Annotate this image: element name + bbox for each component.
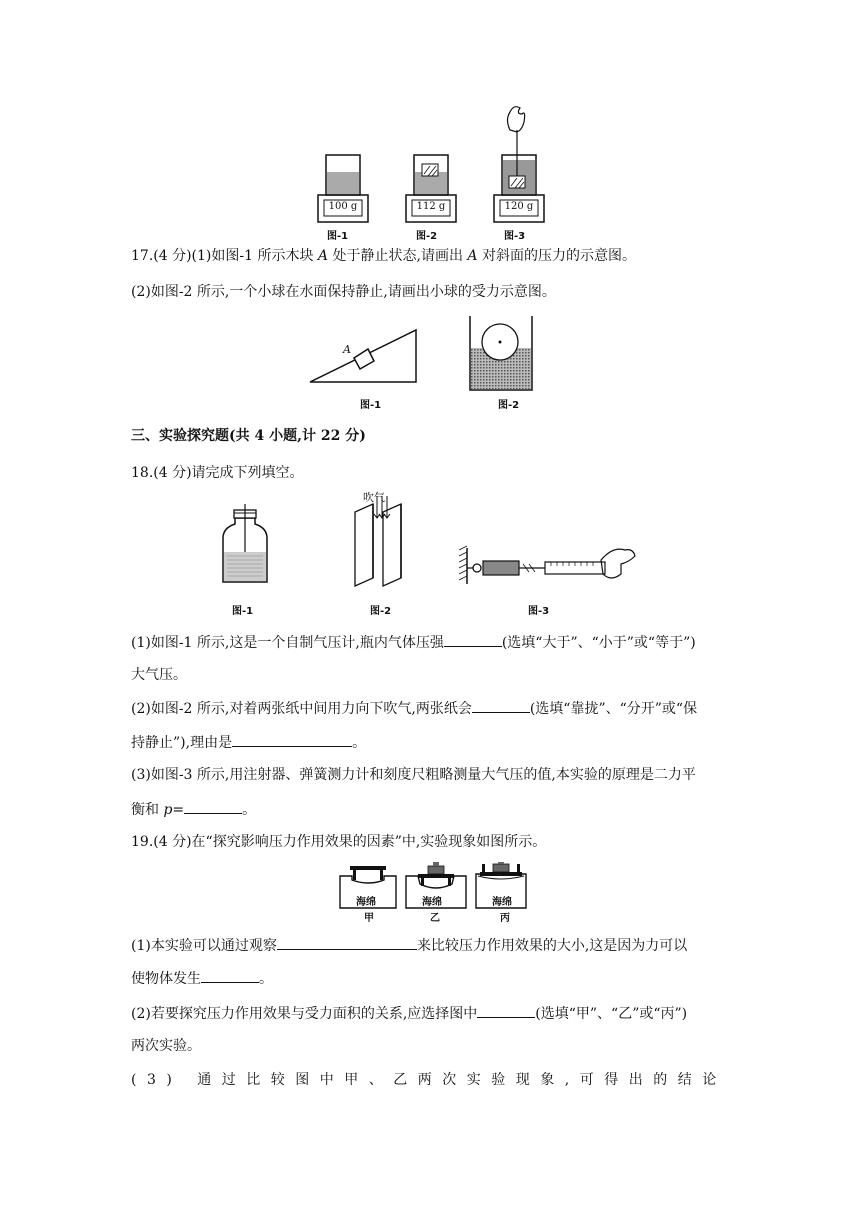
q18-p2-line-2: 持静止”),理由是 。 <box>131 732 366 753</box>
q19-p2-line-1: (2)若要探究压力作用效果与受力面积的关系,应选择图中 (选填“甲”、“乙”或“丙”) <box>131 1003 687 1024</box>
incline-block <box>310 330 416 382</box>
caption-18-1: 图-1 <box>232 606 254 617</box>
scale-reading-1: 100 g <box>328 201 358 212</box>
scale-reading-2: 112 g <box>416 201 446 212</box>
q19-p2-line-2: 两次实验。 <box>131 1038 201 1054</box>
caption-top-3: 图-3 <box>504 231 526 242</box>
q17-line-1: 17.(4 分)(1)如图-1 所示木块 A 处于静止状态,请画出 A 对斜面的压力的示意图。 <box>131 248 636 264</box>
caption-18-2: 图-2 <box>370 606 392 617</box>
caption-17-1: 图-1 <box>360 400 382 411</box>
q18-p1-line-2: 大气压。 <box>131 667 187 683</box>
label-bing: 丙 <box>500 913 510 924</box>
sponge-label-3: 海绵 <box>492 897 512 908</box>
q18-p3-line-2: 衡和 p= 。 <box>131 799 256 820</box>
q18-p3-line-1: (3)如图-3 所示,用注射器、弹簧测力计和刻度尺粗略测量大气压的值,本实验的原理是二力平 <box>131 767 696 783</box>
answer-blank[interactable] <box>232 732 352 747</box>
q18-intro: 18.(4 分)请完成下列填空。 <box>131 465 304 481</box>
answer-blank[interactable] <box>184 799 242 814</box>
q18-p1-line-1: (1)如图-1 所示,这是一个自制气压计,瓶内气体压强 (选填“大于”、“小于”或“等于”) <box>131 632 696 653</box>
figure-incline-and-ball <box>300 310 560 420</box>
hand-icon <box>508 107 525 132</box>
caption-18-3: 图-3 <box>528 606 550 617</box>
scale-reading-3: 120 g <box>504 201 534 212</box>
answer-blank[interactable] <box>472 698 530 713</box>
section-3-heading: 三、实验探究题(共 4 小题,计 22 分) <box>131 428 366 444</box>
two-papers <box>355 496 401 586</box>
q19-p1-line-2: 使物体发生 。 <box>131 968 273 989</box>
q19-p3-line-1: (3) 通过比较图中甲、乙两次实验现象,可得出的结论 <box>131 1072 727 1088</box>
answer-blank[interactable] <box>201 968 259 983</box>
syringe-spring-scale <box>459 546 635 584</box>
figure-beakers-on-scales <box>300 100 560 240</box>
label-jia: 甲 <box>364 913 374 924</box>
answer-blank[interactable] <box>444 632 502 647</box>
sponge-label-1: 海绵 <box>356 897 376 908</box>
block-label-a: A <box>343 343 351 356</box>
answer-blank[interactable] <box>477 1003 535 1018</box>
q17-line-2: (2)如图-2 所示,一个小球在水面保持静止,请画出小球的受力示意图。 <box>131 284 556 300</box>
sponge-label-2: 海绵 <box>422 897 442 908</box>
blow-label: 吹气 <box>363 491 385 504</box>
q18-p2-line-1: (2)如图-2 所示,对着两张纸中间用力向下吹气,两张纸会 (选填“靠拢”、“分开”或“保 <box>131 698 697 719</box>
q19-intro: 19.(4 分)在“探究影响压力作用效果的因素”中,实验现象如图所示。 <box>131 834 547 850</box>
hand-icon <box>601 549 635 578</box>
q19-p1-line-1: (1)本实验可以通过观察 来比较压力作用效果的大小,这是因为力可以 <box>131 935 687 956</box>
caption-top-1: 图-1 <box>327 231 349 242</box>
water-tank-ball <box>470 316 532 390</box>
caption-top-2: 图-2 <box>416 231 438 242</box>
answer-blank[interactable] <box>277 935 417 950</box>
figure-pressure-experiments <box>205 490 655 600</box>
homemade-barometer <box>223 504 267 582</box>
label-yi: 乙 <box>430 913 440 924</box>
caption-17-2: 图-2 <box>498 400 520 411</box>
